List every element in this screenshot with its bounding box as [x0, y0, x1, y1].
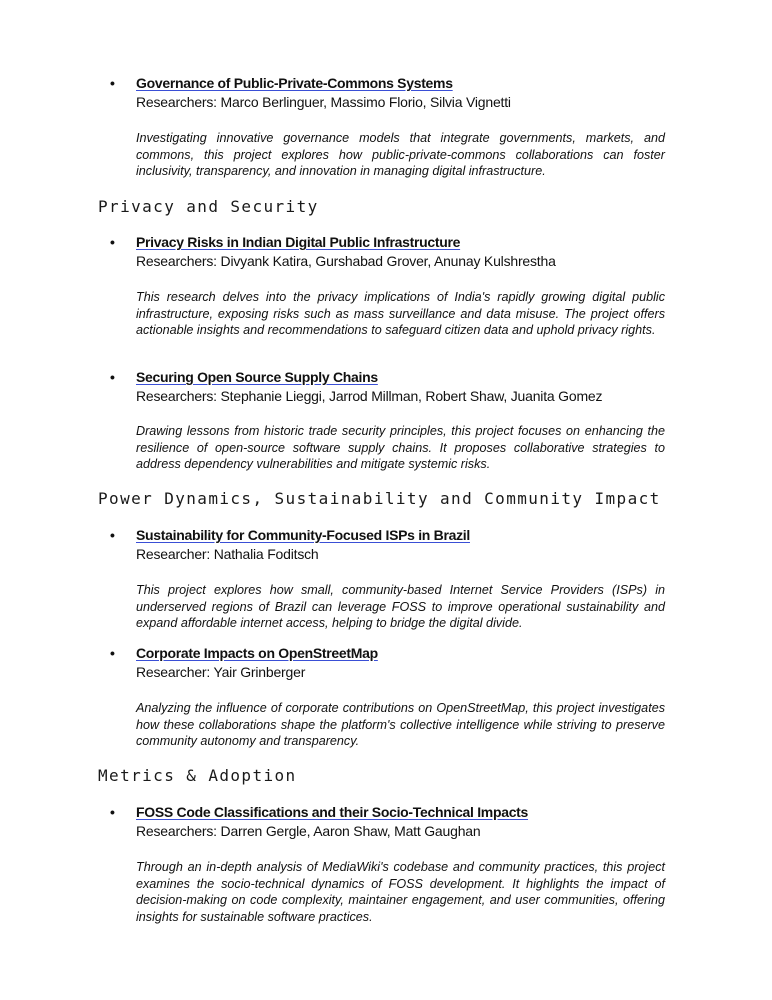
project-title-link[interactable]: Privacy Risks in Indian Digital Public Infrastructure	[136, 234, 461, 250]
researchers-line: Researcher: Yair Grinberger	[136, 664, 306, 680]
bullet-icon: •	[110, 75, 115, 91]
bullet-icon: •	[110, 234, 115, 250]
project-description: Drawing lessons from historic trade security principles, this project focuses on enhancing the resilience of open-source software supply chains. It proposes collaborative strategies to address dependency vulnerabilities and mitigate systemic risks.	[136, 424, 665, 472]
project-title-link[interactable]: Governance of Public-Private-Commons Systems	[136, 75, 453, 91]
researchers-line: Researchers: Divyank Katira, Gurshabad Grover, Anunay Kulshrestha	[136, 253, 556, 269]
bullet-icon: •	[110, 369, 115, 385]
researchers-line: Researcher: Nathalia Foditsch	[136, 546, 319, 562]
section-heading-privacy-security: Privacy and Security	[98, 197, 319, 216]
project-title-link[interactable]: Securing Open Source Supply Chains	[136, 369, 378, 385]
section-heading-power-dynamics: Power Dynamics, Sustainability and Community Impact	[98, 489, 661, 508]
project-description: Investigating innovative governance models that integrate governments, markets, and commons, this project explores how public-private-commons collaborations can foster inclusivity, transparency, and innovation in managing digital infrastructure.	[136, 131, 665, 179]
project-description: This research delves into the privacy implications of India's rapidly growing digital public infrastructure, exposing risks such as mass surveillance and data misuse. The project offers actionable insights and recommendations to safeguard citizen data and uphold privacy rights.	[136, 290, 665, 338]
project-description: Analyzing the influence of corporate contributions on OpenStreetMap, this project investigates how these collaborations shape the platform's collective intelligence while striving to preserve community autonomy and transparency.	[136, 701, 665, 749]
bullet-icon: •	[110, 804, 115, 820]
project-description: This project explores how small, community-based Internet Service Providers (ISPs) in underserved regions of Brazil can leverage FOSS to improve operational sustainability and expand affordable internet access, helping to bridge the digital divide.	[136, 583, 665, 631]
project-title-link[interactable]: Corporate Impacts on OpenStreetMap	[136, 645, 378, 661]
section-heading-metrics-adoption: Metrics & Adoption	[98, 766, 297, 785]
project-title-link[interactable]: FOSS Code Classifications and their Socio-Technical Impacts	[136, 804, 529, 820]
researchers-line: Researchers: Darren Gergle, Aaron Shaw, Matt Gaughan	[136, 823, 481, 839]
project-title-link[interactable]: Sustainability for Community-Focused ISPs in Brazil	[136, 527, 470, 543]
researchers-line: Researchers: Stephanie Lieggi, Jarrod Millman, Robert Shaw, Juanita Gomez	[136, 388, 603, 404]
researchers-line: Researchers: Marco Berlinguer, Massimo Florio, Silvia Vignetti	[136, 94, 511, 110]
bullet-icon: •	[110, 645, 115, 661]
project-description: Through an in-depth analysis of MediaWiki's codebase and community practices, this project examines the socio-technical dynamics of FOSS development. It highlights the impact of decision-making on code complexity, maintainer engagement, and user communities, offering insights for sustainable software practices.	[136, 860, 665, 924]
bullet-icon: •	[110, 527, 115, 543]
